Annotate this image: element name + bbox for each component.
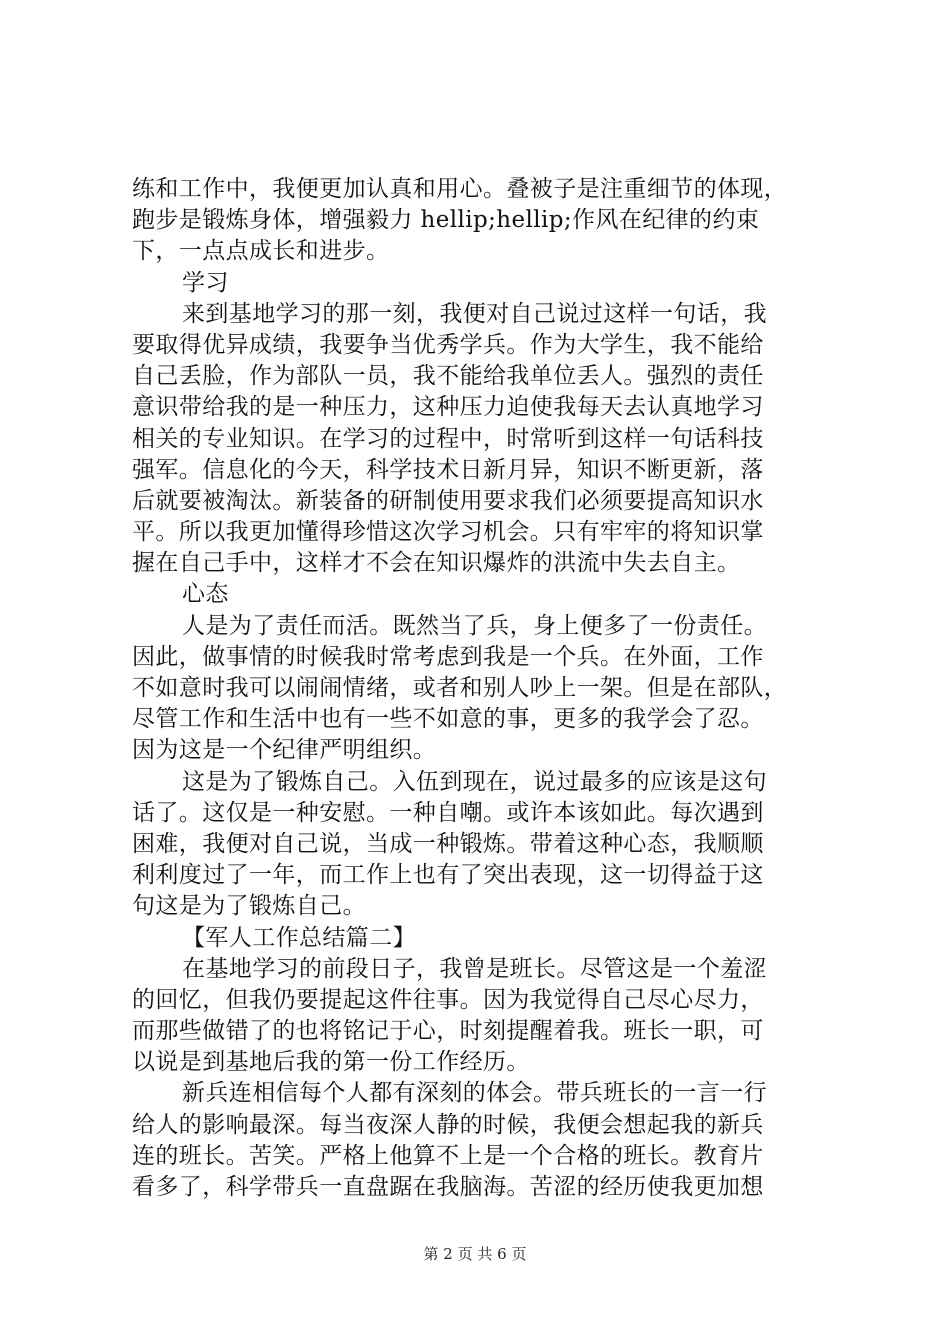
text-line: 因为这是一个纪律严明组织。 xyxy=(132,737,437,764)
text-line: 而那些做错了的也将铭记于心，时刻提醒着我。班长一职，可 xyxy=(132,1018,764,1045)
text-line: 意识带给我的是一种压力，这种压力迫使我每天去认真地学习 xyxy=(132,394,764,421)
text-line: 相关的专业知识。在学习的过程中，时常听到这样一句话科技 xyxy=(132,425,764,452)
text-line: 学习 xyxy=(182,269,229,296)
text-line: 看多了，科学带兵一直盘踞在我脑海。苦涩的经历使我更加想 xyxy=(132,1174,764,1200)
text-line: 不如意时我可以闹闹情绪，或者和别人吵上一架。但是在部队， xyxy=(132,675,788,701)
text-line: 平。所以我更加懂得珍惜这次学习机会。只有牢牢的将知识掌 xyxy=(132,519,764,546)
text-line: 尽管工作和生活中也有一些不如意的事，更多的我学会了忍。 xyxy=(132,706,764,733)
text-line: 的回忆，但我仍要提起这件往事。因为我觉得自己尽心尽力， xyxy=(132,986,764,1013)
text-line: 连的班长。苦笑。严格上他算不上是一个合格的班长。教育片 xyxy=(132,1142,764,1169)
text-line: 【军人工作总结篇二】 xyxy=(182,924,416,951)
text-line: 心态 xyxy=(182,581,229,608)
text-line: 练和工作中，我便更加认真和用心。叠被子是注重细节的体现， xyxy=(132,176,788,202)
text-line: 这是为了锻炼自己。入伍到现在，说过最多的应该是这句 xyxy=(182,768,767,795)
page-footer: 第 2 页 共 6 页 xyxy=(423,1245,527,1263)
text-line: 利利度过了一年，而工作上也有了突出表现，这一切得益于这 xyxy=(132,862,764,889)
document-body xyxy=(132,174,832,1203)
text-line: 话了。这仅是一种安慰。一种自嘲。或许本该如此。每次遇到 xyxy=(132,799,764,826)
text-line: 以说是到基地后我的第一份工作经历。 xyxy=(132,1049,530,1076)
text-line: 后就要被淘汰。新装备的研制使用要求我们必须要提高知识水 xyxy=(132,487,764,514)
text-line: 因此，做事情的时候我时常考虑到我是一个兵。在外面，工作 xyxy=(132,643,764,670)
text-line: 跑步是锻炼身体，增强毅力 hellip;hellip;作风在纪律的约束 xyxy=(132,207,760,234)
text-line: 下，一点点成长和进步。 xyxy=(132,238,390,265)
text-line: 在基地学习的前段日子，我曾是班长。尽管这是一个羞涩 xyxy=(182,955,767,982)
text-line: 强军。信息化的今天，科学技术日新月异，知识不断更新，落 xyxy=(132,456,764,483)
text-line: 自己丢脸，作为部队一员，我不能给我单位丢人。强烈的责任 xyxy=(132,363,764,390)
text-line: 给人的影响最深。每当夜深人静的时候，我便会想起我的新兵 xyxy=(132,1111,764,1138)
text-line: 句这是为了锻炼自己。 xyxy=(132,893,366,920)
text-line: 困难，我便对自己说，当成一种锻炼。带着这种心态，我顺顺 xyxy=(132,830,764,857)
text-line: 人是为了责任而活。既然当了兵，身上便多了一份责任。 xyxy=(182,612,767,639)
text-line: 要取得优异成绩，我要争当优秀学兵。作为大学生，我不能给 xyxy=(132,331,764,358)
text-line: 来到基地学习的那一刻，我便对自己说过这样一句话，我 xyxy=(182,300,767,327)
text-line: 握在自己手中，这样才不会在知识爆炸的洪流中失去自主。 xyxy=(132,550,741,577)
text-line: 新兵连相信每个人都有深刻的体会。带兵班长的一言一行 xyxy=(182,1080,767,1107)
